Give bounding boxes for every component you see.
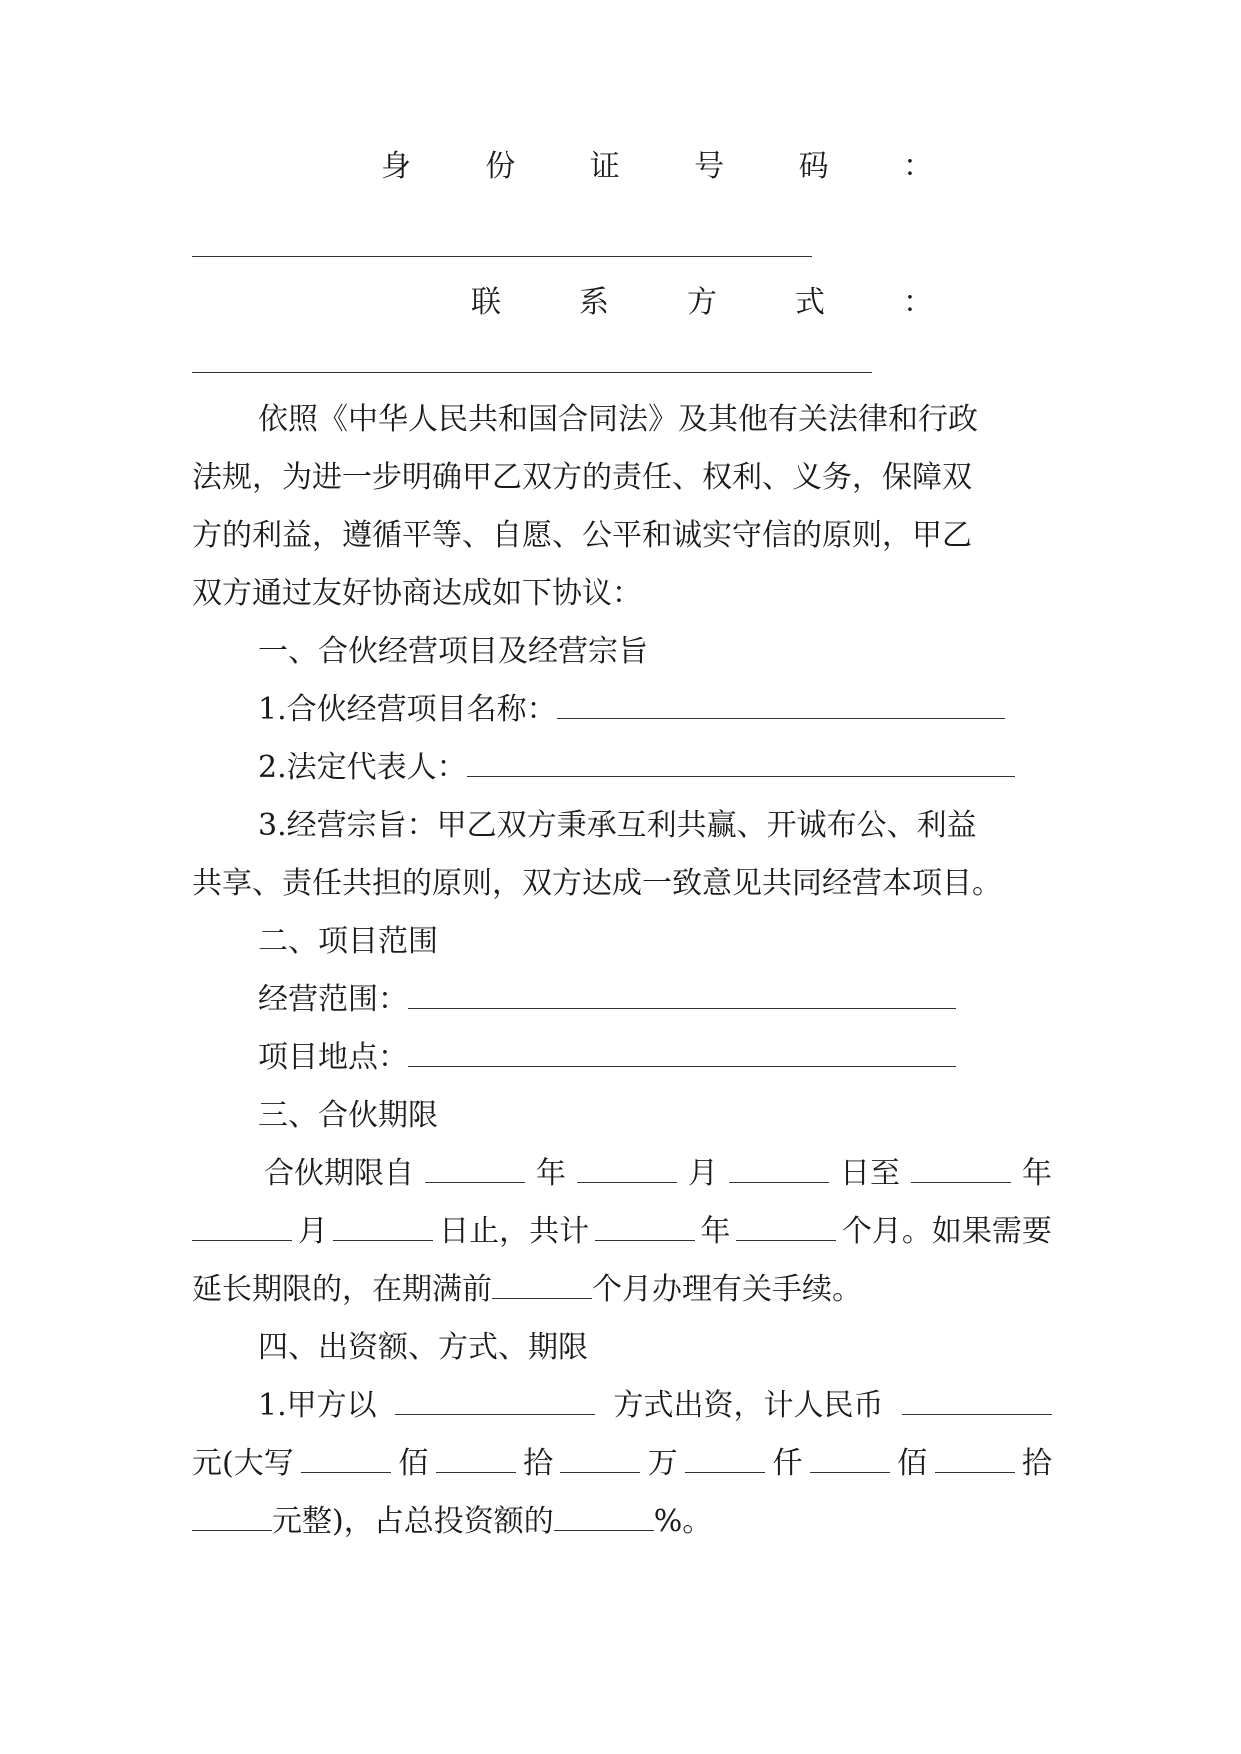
label-char: 联: [471, 285, 501, 320]
start-year-blank[interactable]: [425, 1180, 525, 1183]
section1-item2: [258, 750, 1052, 785]
amount-blank[interactable]: [902, 1412, 1052, 1415]
label-colon: ：: [903, 285, 933, 320]
section1-title: [258, 634, 1052, 669]
preamble-line: [258, 402, 1052, 437]
term-text: 个月办理有关手续。: [592, 1272, 862, 1307]
capital-text: 佰: [398, 1446, 429, 1481]
label-char: 证: [589, 149, 620, 184]
capital-text: 元(大写: [192, 1446, 294, 1481]
label-char: 号: [694, 149, 725, 184]
capital-text: 佰: [897, 1446, 928, 1481]
term-text: 延长期限的，在期满前: [192, 1272, 492, 1307]
capital-line-1: [258, 1388, 1052, 1423]
label-char: 方: [687, 285, 717, 320]
start-month-blank[interactable]: [577, 1180, 677, 1183]
term-text: 年: [536, 1156, 566, 1191]
location-blank[interactable]: [408, 1064, 956, 1067]
term-line-2: [192, 1214, 1052, 1249]
end-month-blank[interactable]: [192, 1238, 292, 1241]
section3-title: [258, 1098, 1052, 1133]
label-char: 式: [795, 285, 825, 320]
label-char: 码: [798, 149, 829, 184]
section-title: 四、出资额、方式、期限: [258, 1330, 588, 1365]
scope-line: [258, 982, 1052, 1017]
capital-text: 万: [647, 1446, 678, 1481]
amount-thousand-blank[interactable]: [685, 1470, 765, 1473]
legal-rep-blank[interactable]: [467, 774, 1015, 777]
amount-hundred-blank[interactable]: [810, 1470, 890, 1473]
total-months-blank[interactable]: [736, 1238, 836, 1241]
location-line: [258, 1040, 1052, 1075]
project-name-label: 1.合伙经营项目名称：: [258, 692, 557, 727]
section1-item3: [258, 808, 1052, 843]
term-text: 日至: [840, 1156, 900, 1191]
capital-text: 拾: [1021, 1446, 1052, 1481]
amount-hundred-million-blank[interactable]: [301, 1470, 391, 1473]
purpose-text: 共享、责任共担的原则，双方达成一致意见共同经营本项目。: [192, 866, 1002, 901]
end-day-blank[interactable]: [333, 1238, 433, 1241]
purpose-text: 3.经营宗旨：甲乙双方秉承互利共赢、开诚布公、利益: [258, 808, 977, 843]
label-char: 身: [381, 149, 411, 184]
preamble-text: 双方通过友好协商达成如下协议：: [192, 576, 642, 611]
contact-label: [471, 285, 933, 320]
amount-ten-blank[interactable]: [935, 1470, 1015, 1473]
percentage-blank[interactable]: [554, 1528, 654, 1531]
term-text: 日止，共计: [439, 1214, 590, 1249]
capital-text: 1.甲方以: [258, 1388, 377, 1423]
legal-rep-label: 2.法定代表人：: [258, 750, 467, 785]
scope-blank[interactable]: [408, 1006, 956, 1009]
scope-label: 经营范围：: [258, 982, 408, 1017]
section-title: 二、项目范围: [258, 924, 438, 959]
capital-text: %。: [653, 1504, 713, 1539]
preamble-line: [192, 576, 1052, 611]
preamble-text: 方的利益，遵循平等、自愿、公平和诚实守信的原则，甲乙: [192, 518, 972, 553]
location-label: 项目地点：: [258, 1040, 408, 1075]
end-year-blank[interactable]: [911, 1180, 1011, 1183]
start-day-blank[interactable]: [729, 1180, 829, 1183]
section-title: 一、合伙经营项目及经营宗旨: [258, 634, 648, 669]
term-text: 月: [688, 1156, 718, 1191]
project-name-blank[interactable]: [557, 716, 1005, 719]
id-number-label: [381, 149, 933, 184]
term-line-1: [264, 1156, 1052, 1191]
term-text: 个月。如果需要: [841, 1214, 1052, 1249]
total-years-blank[interactable]: [595, 1238, 695, 1241]
capital-text: 方式出资，计人民币: [613, 1388, 884, 1423]
term-text: 合伙期限自: [264, 1156, 414, 1191]
preamble-text: 依照《中华人民共和国合同法》及其他有关法律和行政: [258, 402, 978, 437]
capital-text: 仟: [772, 1446, 803, 1481]
capital-line-2: [192, 1446, 1052, 1481]
section2-title: [258, 924, 1052, 959]
section4-title: [258, 1330, 1052, 1365]
label-colon: ：: [902, 149, 933, 184]
term-line-3: [192, 1272, 1052, 1307]
contact-blank[interactable]: [192, 372, 872, 373]
section1-item1: [258, 692, 1052, 727]
extend-months-blank[interactable]: [492, 1296, 592, 1299]
preamble-line: [192, 460, 1052, 495]
capital-text: 元整)，占总投资额的: [272, 1504, 554, 1539]
preamble-text: 法规，为进一步明确甲乙双方的责任、权利、义务，保障双: [192, 460, 972, 495]
preamble-line: [192, 518, 1052, 553]
capital-text: 拾: [523, 1446, 554, 1481]
amount-unit-blank[interactable]: [192, 1528, 272, 1531]
term-text: 年: [700, 1214, 731, 1249]
contribution-method-blank[interactable]: [395, 1412, 595, 1415]
label-char: 份: [485, 149, 516, 184]
section1-item3-cont: [192, 866, 1052, 901]
section-title: 三、合伙期限: [258, 1098, 438, 1133]
amount-ten-million-blank[interactable]: [436, 1470, 516, 1473]
term-text: 月: [297, 1214, 328, 1249]
amount-ten-thousand-blank[interactable]: [560, 1470, 640, 1473]
id-number-blank[interactable]: [192, 256, 812, 257]
term-text: 年: [1022, 1156, 1052, 1191]
capital-line-3: [192, 1504, 1052, 1539]
label-char: 系: [579, 285, 609, 320]
